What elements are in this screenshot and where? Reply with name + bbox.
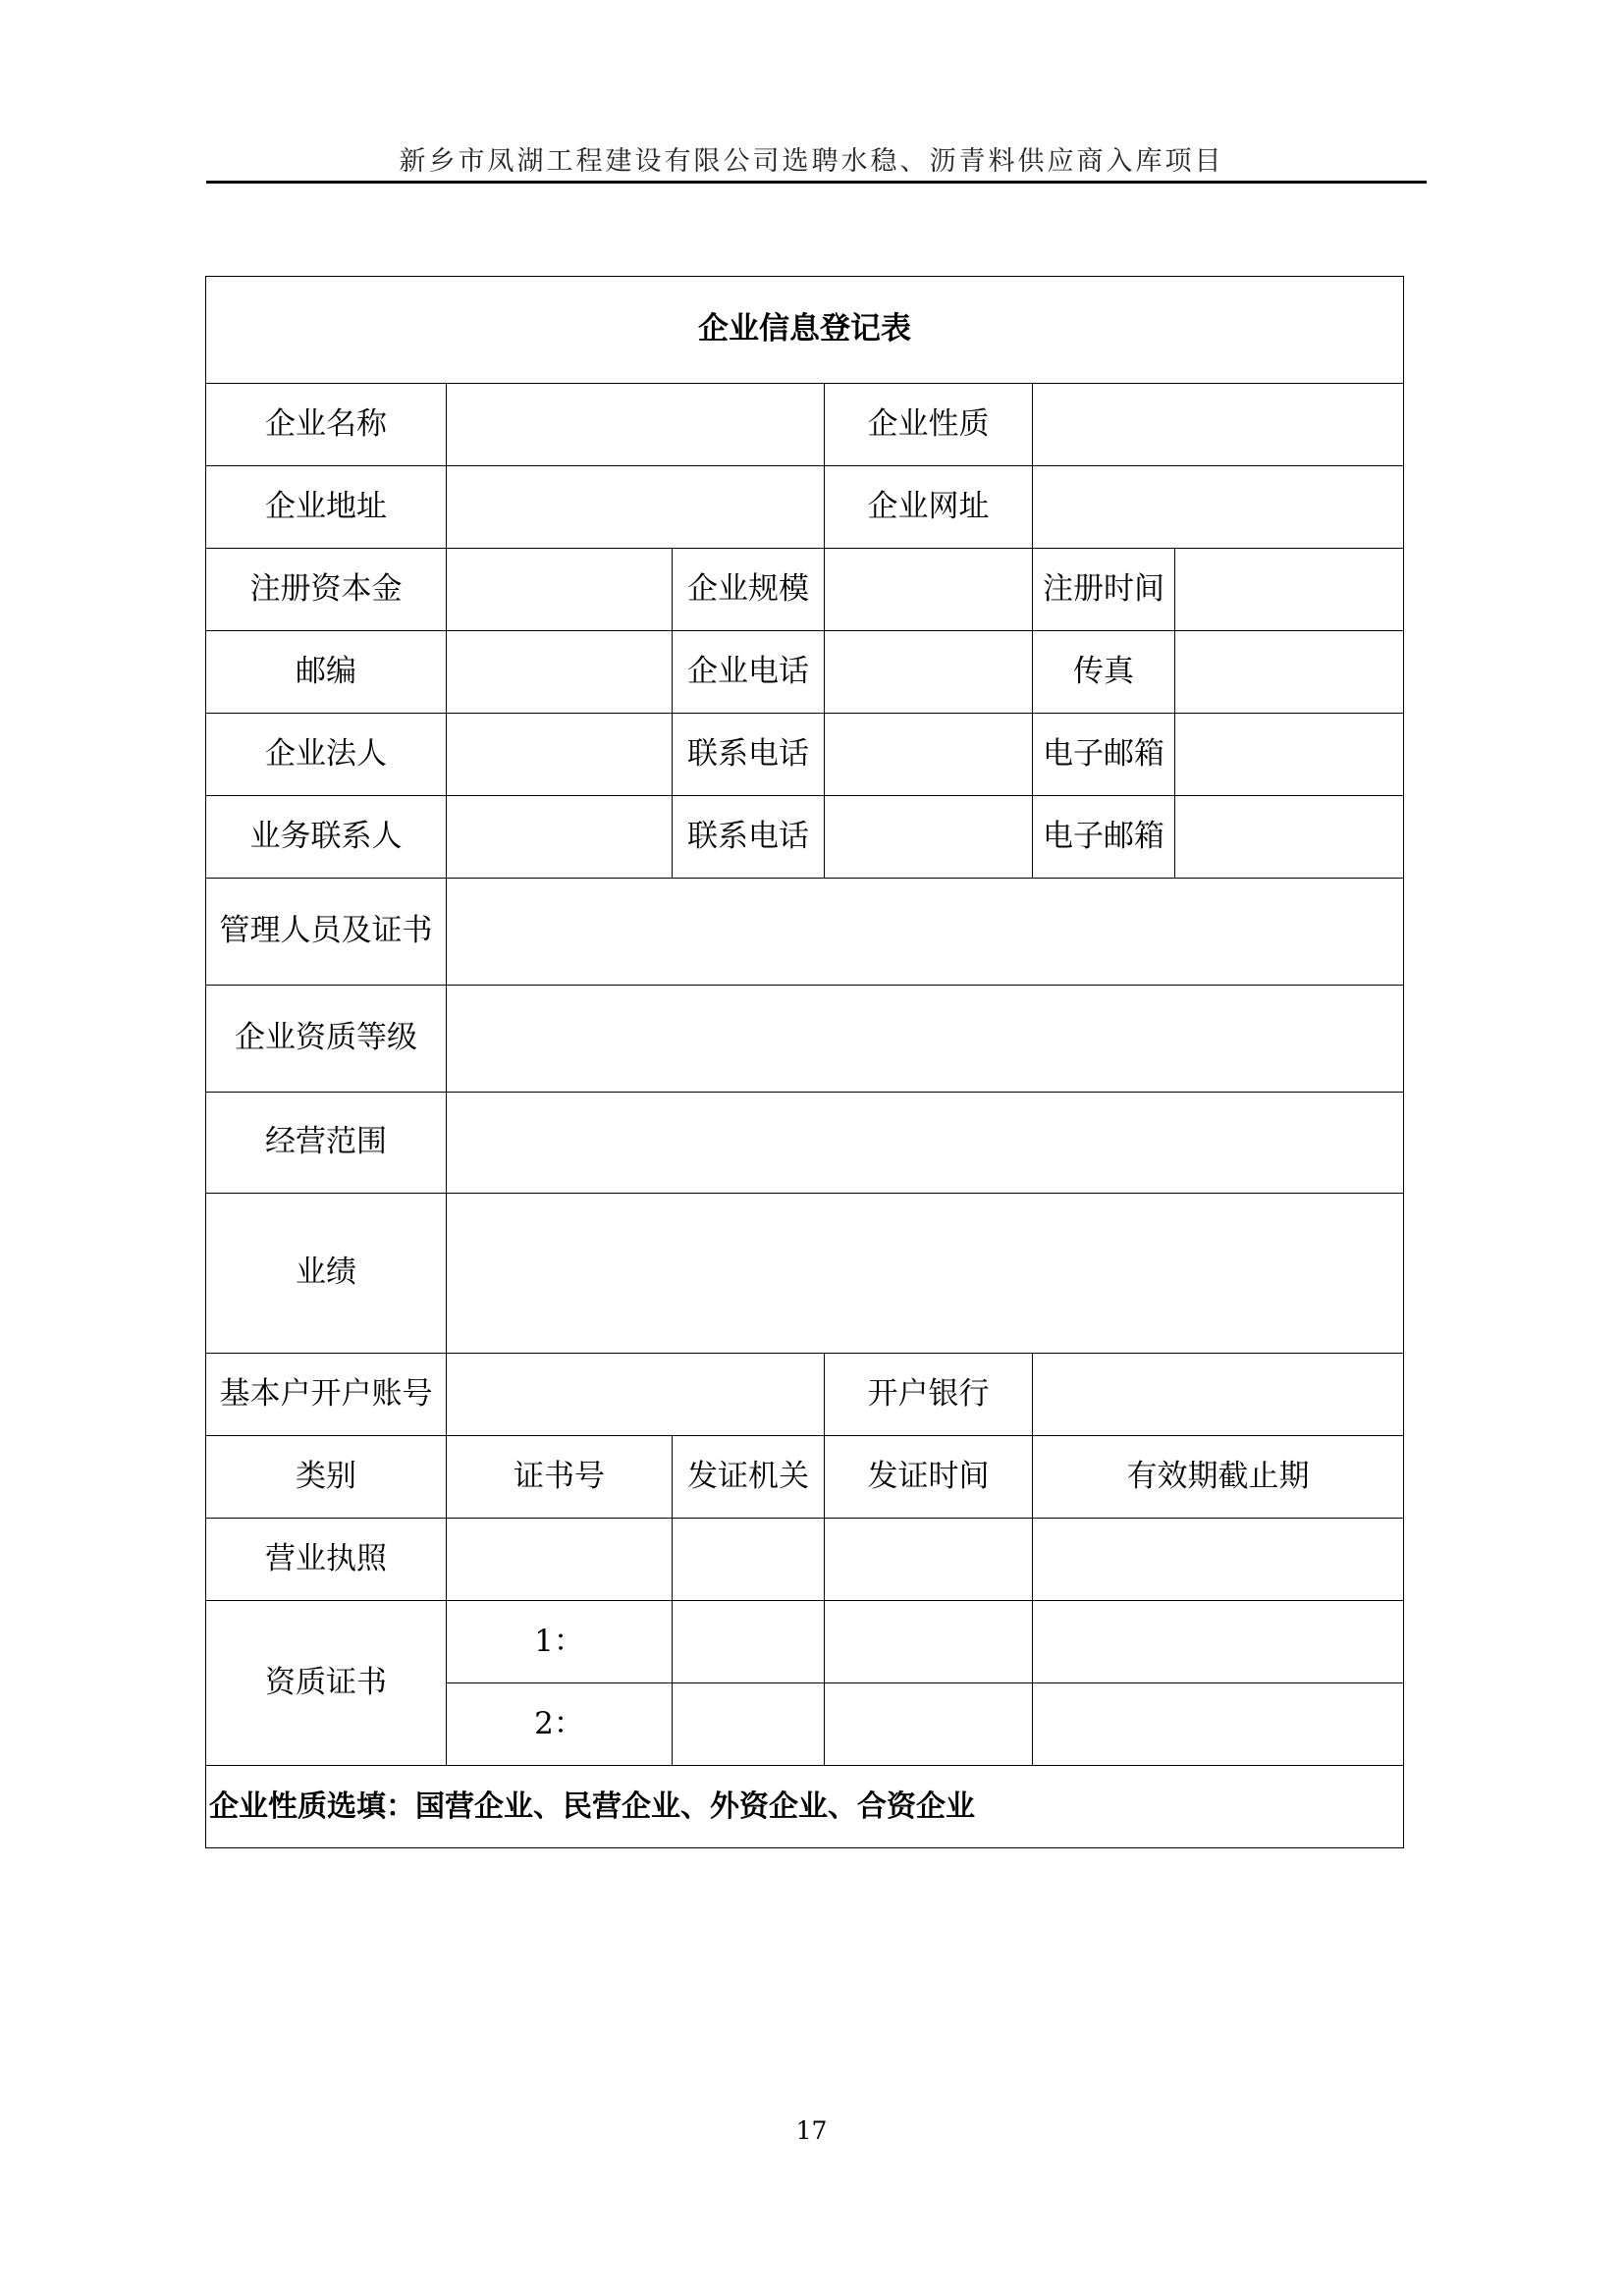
label-postcode: 邮编 [206,631,447,714]
label-business-contact: 业务联系人 [206,796,447,879]
label-email-1: 电子邮箱 [1033,714,1175,796]
input-cert-2-authority[interactable] [673,1683,825,1766]
page-header-title: 新乡市凤湖工程建设有限公司选聘水稳、沥青料供应商入库项目 [399,146,1224,177]
input-cert-1-authority[interactable] [673,1601,825,1683]
header-category: 类别 [206,1436,447,1519]
label-contact-phone-1: 联系电话 [673,714,825,796]
header-certificate-number: 证书号 [447,1436,673,1519]
input-license-expiry[interactable] [1033,1519,1404,1601]
label-performance: 业绩 [206,1194,447,1354]
header-issuing-authority: 发证机关 [673,1436,825,1519]
input-company-nature[interactable] [1033,384,1404,466]
cert-item-1-number[interactable]: 1： [447,1601,673,1683]
label-company-phone: 企业电话 [673,631,825,714]
input-performance[interactable] [447,1194,1404,1354]
input-company-name[interactable] [447,384,825,466]
input-cert-2-issue-date[interactable] [825,1683,1033,1766]
input-management-certificates[interactable] [447,879,1404,986]
label-qualification-certificate: 资质证书 [206,1601,447,1766]
input-email-1[interactable] [1175,714,1404,796]
header-divider [206,181,1427,184]
input-cert-1-expiry[interactable] [1033,1601,1404,1683]
input-company-address[interactable] [447,466,825,549]
input-license-number[interactable] [447,1519,673,1601]
header-issue-date: 发证时间 [825,1436,1033,1519]
label-opening-bank: 开户银行 [825,1354,1033,1436]
input-business-scope[interactable] [447,1093,1404,1194]
input-registered-capital[interactable] [447,549,673,631]
label-contact-phone-2: 联系电话 [673,796,825,879]
label-registration-date: 注册时间 [1033,549,1175,631]
label-email-2: 电子邮箱 [1033,796,1175,879]
cert-item-2-number[interactable]: 2： [447,1683,673,1766]
input-contact-phone-2[interactable] [825,796,1033,879]
input-qualification-level[interactable] [447,986,1404,1093]
label-basic-account: 基本户开户账号 [206,1354,447,1436]
input-opening-bank[interactable] [1033,1354,1404,1436]
input-legal-person[interactable] [447,714,673,796]
header-expiry-date: 有效期截止期 [1033,1436,1404,1519]
label-legal-person: 企业法人 [206,714,447,796]
company-nature-note: 企业性质选填：国营企业、民营企业、外资企业、合资企业 [206,1766,1404,1848]
input-email-2[interactable] [1175,796,1404,879]
label-company-scale: 企业规模 [673,549,825,631]
input-license-issue-date[interactable] [825,1519,1033,1601]
input-cert-2-expiry[interactable] [1033,1683,1404,1766]
label-management-certificates: 管理人员及证书 [206,879,447,986]
label-business-scope: 经营范围 [206,1093,447,1194]
input-contact-phone-1[interactable] [825,714,1033,796]
form-title: 企业信息登记表 [206,277,1404,384]
input-postcode[interactable] [447,631,673,714]
page-number: 17 [795,2116,828,2145]
input-company-scale[interactable] [825,549,1033,631]
input-fax[interactable] [1175,631,1404,714]
input-cert-1-issue-date[interactable] [825,1601,1033,1683]
company-info-registration-form [205,276,1404,1848]
input-license-authority[interactable] [673,1519,825,1601]
label-business-license: 营业执照 [206,1519,447,1601]
input-registration-date[interactable] [1175,549,1404,631]
label-fax: 传真 [1033,631,1175,714]
input-basic-account[interactable] [447,1354,825,1436]
input-company-website[interactable] [1033,466,1404,549]
input-business-contact[interactable] [447,796,673,879]
label-company-website: 企业网址 [825,466,1033,549]
label-company-nature: 企业性质 [825,384,1033,466]
label-company-address: 企业地址 [206,466,447,549]
input-company-phone[interactable] [825,631,1033,714]
label-qualification-level: 企业资质等级 [206,986,447,1093]
label-registered-capital: 注册资本金 [206,549,447,631]
label-company-name: 企业名称 [206,384,447,466]
